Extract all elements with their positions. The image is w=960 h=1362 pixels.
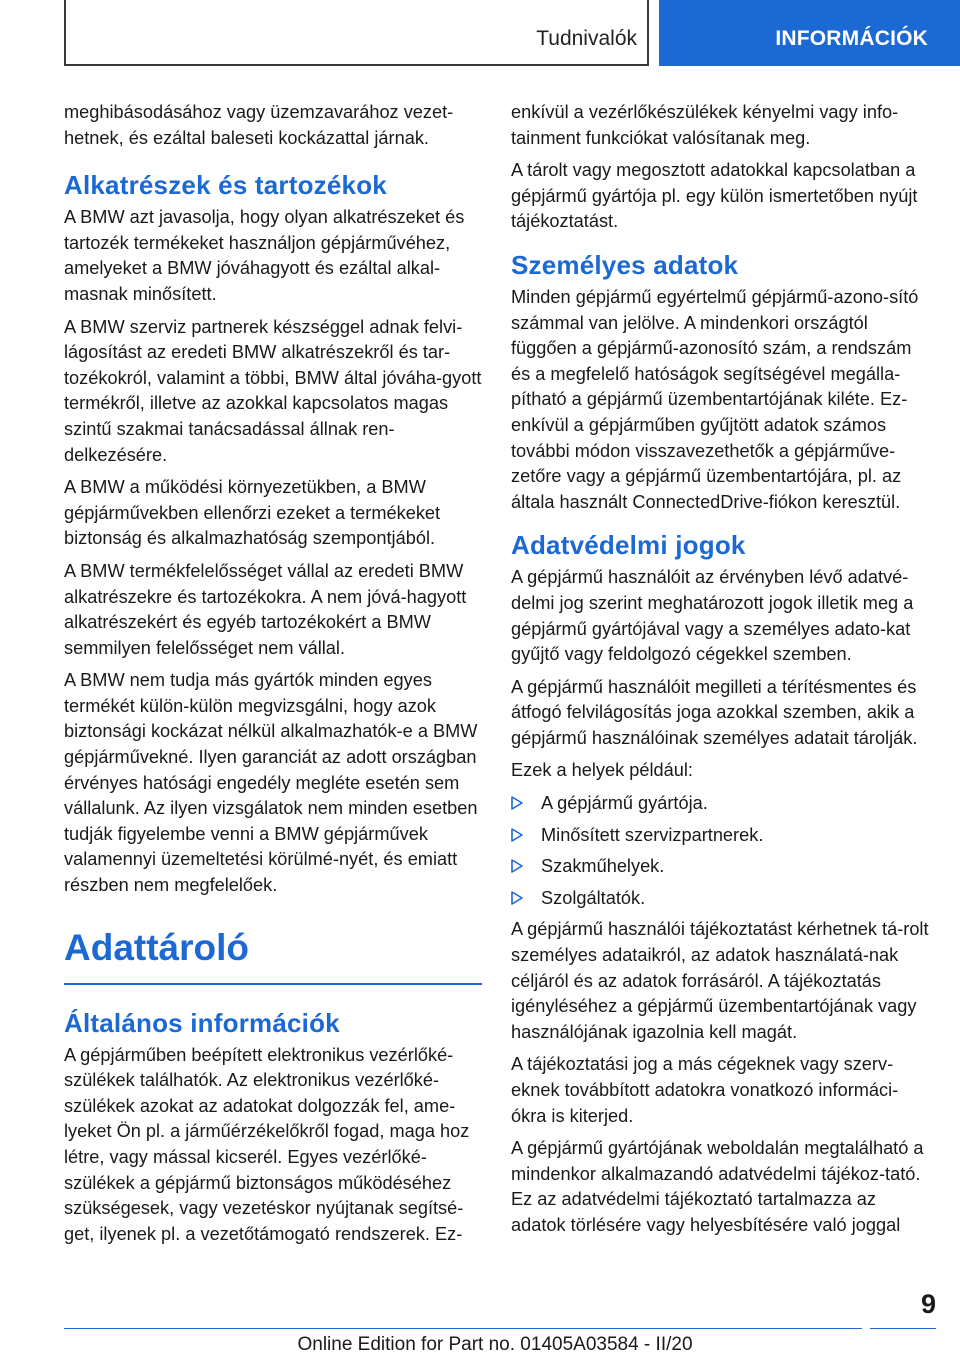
paragraph: A gépjármű használóit az érvényben lévő adatvé-delmi jog szerint meghatározott jogok illetik meg a gépjármű gyártójával vagy a személyes adato-kat gyűjtő vagy feldolgozó cégekkel szemben. xyxy=(511,567,914,665)
list-item xyxy=(511,791,931,817)
page-number: 9 xyxy=(920,1289,936,1319)
triangle-bullet-icon xyxy=(511,859,523,873)
paragraph: A BMW azt javasolja, hogy olyan alkatrészeket és tartozék termékeket használjon gépjárművéhez, amelyeket a BMW jóváhagyott és ezáltal alkal-masnak minősített. xyxy=(64,207,465,304)
paragraph: A BMW szerviz partnerek készséggel adnak felvi-lágosítást az eredeti BMW alkatrészekről és tar-tozékokról, valamint a többi, BMW által jóváha-gyott termékről, illetve az azokkal kapcsolatos magas szintű szakmai tanácsadással állnak ren-delkezésére. xyxy=(64,316,482,465)
page-header xyxy=(0,0,960,66)
paragraph: meghibásodásához vagy üzemzavarához vezet-hetnek, és ezáltal baleseti kockázattal járnak. xyxy=(64,102,454,148)
list-item-text: Minősített szervizpartnerek. xyxy=(541,824,764,845)
paragraph: Ezek a helyek például: xyxy=(511,760,693,781)
paragraph: A gépjármű gyártójának weboldalán megtalálható a mindenkor alkalmazandó adatvédelmi tájékoz-tató. Ez az adatvédelmi tájékoztató tartalmazza az adatok törlésére vagy helyesbítésére való joggal xyxy=(511,1138,924,1235)
left-column xyxy=(64,100,482,1254)
list-item xyxy=(511,854,931,880)
heading-data-storage: Adattároló xyxy=(64,925,482,985)
paragraph: A BMW nem tudja más gyártók minden egyes termékét külön-külön megvizsgálni, hogy azok biztonsági kockázat nélkül alkalmazhatók-e a BMW gépjárművekné. Ilyen garanciát az adott országban érvényes hatósági engedély megléte esetén sem vállalunk. Az ilyen vizsgálatok nem minden esetben tudják figyelembe venni a BMW gépjárművek valamennyi üzemeltetési körülmé-nyét, és emiatt részben nem megfelelőek. xyxy=(64,670,478,896)
triangle-bullet-icon xyxy=(511,828,523,842)
heading-privacy-rights: Adatvédelmi jogok xyxy=(511,530,746,561)
paragraph: A BMW a működési környezetükben, a BMW gépjárművekben ellenőrzi ezeket a termékeket biztonság és alkalmazhatóság szempontjából. xyxy=(64,477,441,549)
footer-edition-text: Online Edition for Part no. 01405A03584 - II/20 xyxy=(297,1334,693,1355)
paragraph: A gépjármű használói tájékoztatást kérhetnek tá-rolt személyes adataikról, az adatok használatá-nak céljáról és az adatok forrásáról. A tájékoztatás igényléséhez a gépjármű üzembentartójának vagy használójának igazolnia kell magát. xyxy=(511,919,929,1042)
heading-parts-accessories: Alkatrészek és tartozékok xyxy=(64,170,387,201)
paragraph: enkívül a vezérlőkészülékek kényelmi vagy info-tainment funkciókat valósítanak meg. xyxy=(511,102,899,148)
header-section-frame xyxy=(64,0,649,66)
list-item-text: A gépjármű gyártója. xyxy=(541,793,708,814)
header-chapter-title: INFORMÁCIÓK xyxy=(775,27,928,50)
bullet-list xyxy=(511,791,931,911)
paragraph: A BMW termékfelelősséget vállal az eredeti BMW alkatrészekre és tartozékokra. A nem jóvá-hagyott alkatrészekért és egyéb tartozékokért a BMW semmilyen felelősséget nem vállal. xyxy=(64,560,467,658)
right-column xyxy=(511,100,931,1246)
triangle-bullet-icon xyxy=(511,891,523,905)
list-item xyxy=(511,823,931,849)
heading-general-information: Általános információk xyxy=(64,1007,340,1038)
paragraph: A tájékoztatási jog a más cégeknek vagy szerv-eknek továbbított adatokra vonatkozó informáci-ókra is kiterjed. xyxy=(511,1054,899,1126)
list-item-text: Szolgáltatók. xyxy=(541,887,646,908)
paragraph: A gépjárműben beépített elektronikus vezérlőké-szülékek találhatók. Az elektronikus vezérlőké-szülékek azokat az adatokat dolgozzák fel, ame-lyeket Ön pl. a járműérzékelőkről fogad, maga hoz létre, vagy mással kicserél. Egyes vezérlőké-szülékek a gépjármű biztonságos működéséhez szükségesek, vagy vezetéskor nyújtanak segítsé-get, ilyenek pl. a vezetőtámogató rendszerek. Ez- xyxy=(64,1044,470,1244)
list-item xyxy=(511,886,931,912)
header-chapter-tab xyxy=(659,0,960,66)
heading-personal-data: Személyes adatok xyxy=(511,249,739,280)
triangle-bullet-icon xyxy=(511,796,523,810)
footer-divider-right xyxy=(870,1328,936,1329)
list-item-text: Szakműhelyek. xyxy=(541,856,665,877)
paragraph: A gépjármű használóit megilleti a térítésmentes és átfogó felvilágosítás joga azokkal szemben, akik a gépjármű használóinak személyes adatait tárolják. xyxy=(511,676,918,748)
paragraph: Minden gépjármű egyértelmű gépjármű-azono-sító számmal van jelölve. A mindenkori országtól függően a gépjármű-azonosító szám, a rendszám és a megfelelő hatóságok segítségével megálla-pítható a gépjármű üzembentartójának kiléte. Ez-enkívül a gépjárműben gyűjtött adatok számos további módon visszavezethetők a gépjárműve-zetőre vagy a gépjármű üzembentartójára, pl. az általa használt ConnectedDrive-fiókon keresztül. xyxy=(511,286,919,512)
header-section-title: Tudnivalók xyxy=(536,27,637,50)
paragraph: A tárolt vagy megosztott adatokkal kapcsolatban a gépjármű gyártója pl. egy külön ismertetőben nyújt tájékoztatást. xyxy=(511,160,918,232)
footer-divider xyxy=(64,1328,862,1329)
